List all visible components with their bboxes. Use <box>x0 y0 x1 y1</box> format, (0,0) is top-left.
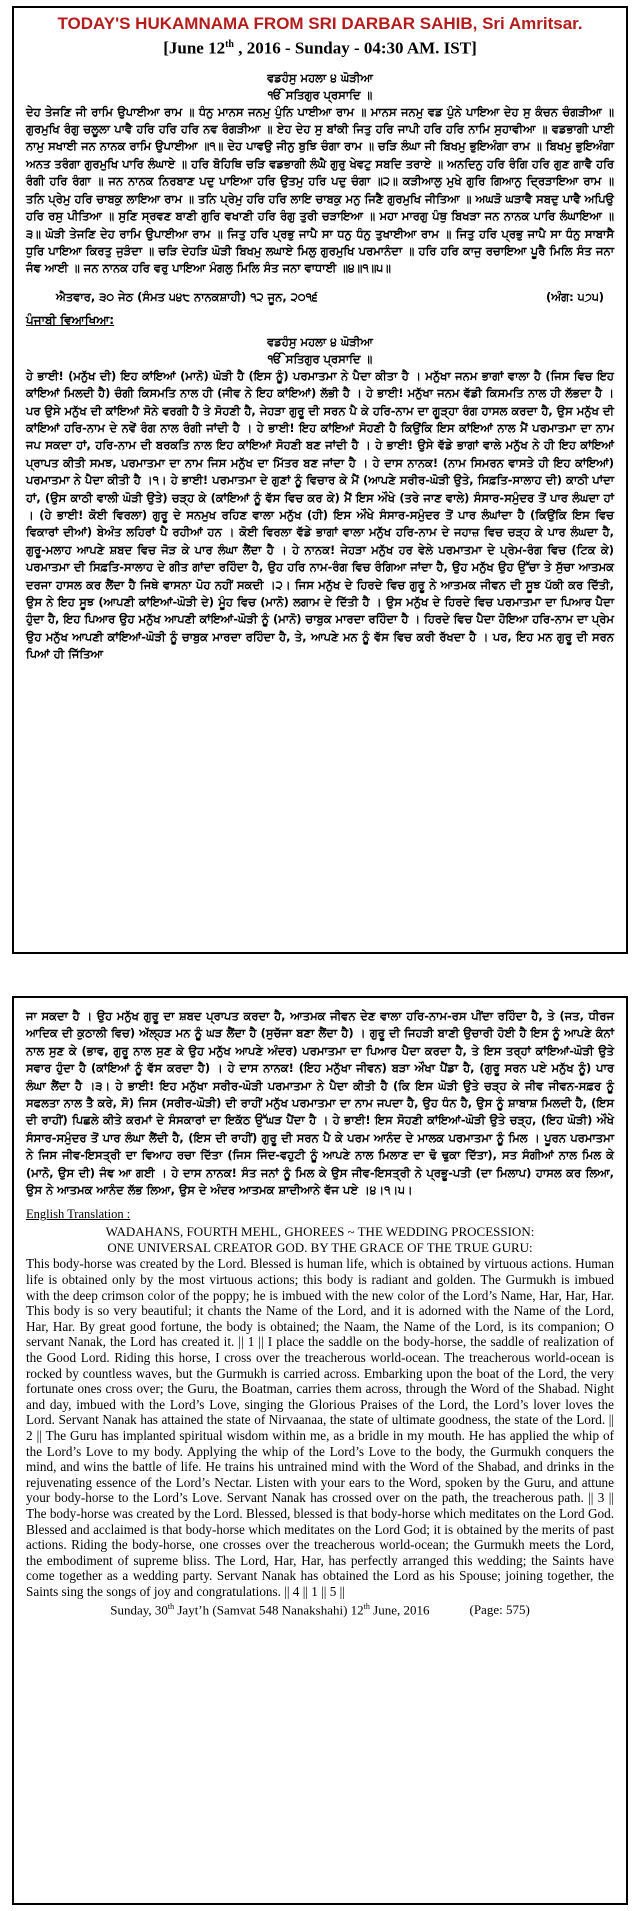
punjabi-text-part2: ਜਾ ਸਕਦਾ ਹੈ । ਉਹ ਮਨੁੱਖ ਗੁਰੂ ਦਾ ਸ਼ਬਦ ਪ੍ਰਾਪਤ ਕਰਦਾ ਹੈ, ਆਤਮਕ ਜੀਵਨ ਦੇਣ ਵਾਲਾ ਹਰਿ-ਨਾਮ-ਰਸ ਪੀਂਦਾ ਰਹਿੰਦਾ ਹੈ, ਤੇ (ਜਤ, ਧੀਰਜ ਆਦਿਕ ਦੀ ਕੁਠਾਲੀ ਵਿਚ) ਅੱਲ੍ਹੜ ਮਨ ਨੂੰ ਘੜ ਲੈਂਦਾ ਹੈ (ਸੁਚੱਜਾ ਬਣਾ ਲੈਂਦਾ ਹੈ) । ਗੁਰੂ ਦੀ ਜਿਹੜੀ ਬਾਣੀ ਉਚਾਰੀ ਹੋਈ ਹੈ ਇਸ ਨੂੰ ਆਪਣੇ ਕੰਨਾਂ ਨਾਲ ਸੁਣ ਕੇ (ਭਾਵ, ਗੁਰੂ ਨਾਲ ਸੁਣ ਕੇ ਉਹ ਮਨੁੱਖ ਆਪਣੇ ਅੰਦਰ) ਪਰਮਾਤਮਾ ਦਾ ਪਿਆਰ ਪੈਦਾ ਕਰਦਾ ਹੈ, ਤੇ ਇਸ ਤਰ੍ਹਾਂ ਕਾਂਇਆਂ-ਘੋੜੀ ਉਤੇ ਸਵਾਰ ਹੁੰਦਾ ਹੈ (ਕਾਂਇਆਂ ਨੂੰ ਵੱਸ ਕਰਦਾ ਹੈ) । ਹੇ ਦਾਸ ਨਾਨਕ! (ਇਹ ਮਨੁੱਖਾ ਜੀਵਨ) ਬੜਾ ਔਖਾ ਪੈਂਡਾ ਹੈ, (ਗੁਰੂ ਸਰਨ ਪਏ ਮਨੁੱਖ ਨੂੰ) ਪਾਰ ਲੰਘਾ ਲੈਂਦਾ ਹੈ ।੩। ਹੇ ਭਾਈ! ਇਹ ਮਨੁੱਖਾ ਸਰੀਰ-ਘੋੜੀ ਪਰਮਾਤਮਾ ਨੇ ਪੈਦਾ ਕੀਤੀ ਹੈ (ਕਿ ਇਸ ਘੋੜੀ ਉਤੇ ਚੜ੍ਹ ਕੇ ਜੀਵ ਜੀਵਨ-ਸਫ਼ਰ ਨੂੰ ਸਫਲਤਾ ਨਾਲ ਤੈ ਕਰੇ, ਸੋ) ਜਿਸ (ਸਰੀਰ-ਘੋੜੀ) ਦੀ ਰਾਹੀਂ ਮਨੁੱਖ ਪਰਮਾਤਮਾ ਦਾ ਨਾਮ ਜਪਦਾ ਹੈ, ਉਹ ਧੰਨ ਹੈ, ਉਸ ਨੂੰ ਸ਼ਾਬਾਸ਼ ਮਿਲਦੀ ਹੈ, (ਇਸ ਦੀ ਰਾਹੀਂ) ਪਿਛਲੇ ਕੀਤੇ ਕਰਮਾਂ ਦੇ ਸੰਸਕਾਰਾਂ ਦਾ ਇਕੱਠ ਉੱਘੜ ਪੈਂਦਾ ਹੈ । ਹੇ ਭਾਈ! ਇਸ ਸੋਹਣੀ ਕਾਂਇਆਂ-ਘੋੜੀ ਉਤੇ ਚੜ੍ਹ, (ਇਹ ਘੋੜੀ) ਔਖੇ ਸੰਸਾਰ-ਸਮੁੰਦਰ ਤੋਂ ਪਾਰ ਲੰਘਾ ਲੈਂਦੀ ਹੈ, (ਇਸ ਦੀ ਰਾਹੀਂ) ਗੁਰੂ ਦੀ ਸਰਨ ਪੈ ਕੇ ਪਰਮ ਆਨੰਦ ਦੇ ਮਾਲਕ ਪਰਮਾਤਮਾ ਨੂੰ ਮਿਲ । ਪੂਰਨ ਪਰਮਾਤਮਾ ਨੇ ਜਿਸ ਜੀਵ-ਇਸਤ੍ਰੀ ਦਾ ਵਿਆਹ ਰਚਾ ਦਿੱਤਾ (ਜਿਸ ਜਿੰਦ-ਵਹੁਟੀ ਨੂੰ ਆਪਣੇ ਨਾਲ ਮਿਲਾਣ ਦਾ ਢੋ ਢੁਕਾ ਦਿੱਤਾ), ਸਤ ਸੰਗੀਆਂ ਨਾਲ ਮਿਲ ਕੇ (ਮਾਨੋ, ਉਸ ਦੀ) ਜੰਞ ਆ ਗਈ । ਹੇ ਦਾਸ ਨਾਨਕ! ਸੰਤ ਜਨਾਂ ਨੂੰ ਮਿਲ ਕੇ ਉਸ ਜੀਵ-ਇਸਤ੍ਰੀ ਨੇ ਪ੍ਰਭੂ-ਪਤੀ (ਦਾ ਮਿਲਾਪ) ਹਾਸਲ ਕਰ ਲਿਆ, ਉਸ ਨੇ ਆਤਮਕ ਆਨੰਦ ਲੱਭ ਲਿਆ, ਉਸ ਦੇ ਅੰਦਰ ਆਤਮਕ ਸ਼ਾਦੀਆਨੇ ਵੱਜ ਪਏ ।੪।੧।੫। <box>26 1009 614 1198</box>
english-date-line <box>26 1602 614 1618</box>
gurbani-text: ਦੇਹ ਤੇਜਣਿ ਜੀ ਰਾਮਿ ਉਪਾਈਆ ਰਾਮ ॥ ਧੰਨੁ ਮਾਨਸ ਜਨਮੁ ਪੁੰਨਿ ਪਾਈਆ ਰਾਮ ॥ ਮਾਨਸ ਜਨਮੁ ਵਡ ਪੁੰਨੇ ਪਾਇਆ ਦੇਹ ਸੁ ਕੰਚਨ ਚੰਗੜੀਆ ॥ ਗੁਰਮੁਖਿ ਰੰਗੁ ਚਲੂਲਾ ਪਾਵੈ ਹਰਿ ਹਰਿ ਹਰਿ ਨਵ ਰੰਗੜੀਆ ॥ ਏਹ ਦੇਹ ਸੁ ਬਾਂਕੀ ਜਿਤੁ ਹਰਿ ਜਾਪੀ ਹਰਿ ਹਰਿ ਨਾਮਿ ਸੁਹਾਵੀਆ ॥ ਵਡਭਾਗੀ ਪਾਈ ਨਾਮੁ ਸਖਾਈ ਜਨ ਨਾਨਕ ਰਾਮਿ ਉਪਾਈਆ ॥੧॥ ਦੇਹ ਪਾਵਉ ਜੀਨੁ ਬੁਝਿ ਚੰਗਾ ਰਾਮ ॥ ਚੜਿ ਲੰਘਾ ਜੀ ਬਿਖਮੁ ਭੁਇਅੰਗਾ ਰਾਮ ॥ ਬਿਖਮੁ ਭੁਇਅੰਗਾ ਅਨਤ ਤਰੰਗਾ ਗੁਰਮੁਖਿ ਪਾਰਿ ਲੰਘਾਏ ॥ ਹਰਿ ਬੋਹਿਥਿ ਚੜਿ ਵਡਭਾਗੀ ਲੰਘੈ ਗੁਰੁ ਖੇਵਟੁ ਸਬਦਿ ਤਰਾਏ ॥ ਅਨਦਿਨੁ ਹਰਿ ਰੰਗਿ ਹਰਿ ਗੁਣ ਗਾਵੈ ਹਰਿ ਰੰਗੀ ਹਰਿ ਰੰਗਾ ॥ ਜਨ ਨਾਨਕ ਨਿਰਬਾਣ ਪਦੁ ਪਾਇਆ ਹਰਿ ਉਤਮੁ ਹਰਿ ਪਦੁ ਚੰਗਾ ॥੨॥ ਕੜੀਆਲੁ ਮੁਖੇ ਗੁਰਿ ਗਿਆਨੁ ਦ੍ਰਿੜਾਇਆ ਰਾਮ ॥ ਤਨਿ ਪ੍ਰੇਮੁ ਹਰਿ ਚਾਬਕੁ ਲਾਇਆ ਰਾਮ ॥ ਤਨਿ ਪ੍ਰੇਮੁ ਹਰਿ ਹਰਿ ਲਾਇ ਚਾਬਕੁ ਮਨੁ ਜਿਣੈ ਗੁਰਮੁਖਿ ਜੀਤਿਆ ॥ ਅਘੜੋ ਘੜਾਵੈ ਸਬਦੁ ਪਾਵੈ ਅਪਿਉ ਹਰਿ ਰਸੁ ਪੀਤਿਆ ॥ ਸੁਣਿ ਸ੍ਰਵਣ ਬਾਣੀ ਗੁਰਿ ਵਖਾਣੀ ਹਰਿ ਰੰਗੁ ਤੁਰੀ ਚੜਾਇਆ ॥ ਮਹਾ ਮਾਰਗੁ ਪੰਥੁ ਬਿਖੜਾ ਜਨ ਨਾਨਕ ਪਾਰਿ ਲੰਘਾਇਆ ॥੩॥ ਘੋੜੀ ਤੇਜਣਿ ਦੇਹ ਰਾਮਿ ਉਪਾਈਆ ਰਾਮ ॥ ਜਿਤੁ ਹਰਿ ਪ੍ਰਭੁ ਜਾਪੈ ਸਾ ਧਨੁ ਧੰਨੁ ਤੁਖਾਈਆ ਰਾਮ ॥ ਜਿਤੁ ਹਰਿ ਪ੍ਰਭੁ ਜਾਪੈ ਸਾ ਧੰਨੁ ਸਾਬਾਸੈ ਧੁਰਿ ਪਾਇਆ ਕਿਰਤੁ ਜੁੜੰਦਾ ॥ ਚੜਿ ਦੇਹੜਿ ਘੋੜੀ ਬਿਖਮੁ ਲਘਾਏ ਮਿਲੁ ਗੁਰਮੁਖਿ ਪਰਮਾਨੰਦਾ ॥ ਹਰਿ ਹਰਿ ਕਾਜੁ ਰਚਾਇਆ ਪੂਰੈ ਮਿਲਿ ਸੰਤ ਜਨਾ ਜੰਞ ਆਈ ॥ ਜਨ ਨਾਨਕ ਹਰਿ ਵਰੁ ਪਾਇਆ ਮੰਗਲੁ ਮਿਲਿ ਸੰਤ ਜਨਾ ਵਾਧਾਈ ॥੪॥੧॥੫॥ <box>26 104 614 276</box>
english-date-c: June, 2016 <box>369 1601 430 1617</box>
mool-mantar: ੴ ਸਤਿਗੁਰ ਪ੍ਰਸਾਦਿ ॥ <box>267 87 373 102</box>
english-date-a-sup: th <box>167 1601 175 1611</box>
english-mool-mantar: ONE UNIVERSAL CREATOR GOD. BY THE GRACE OF THE TRUE GURU: <box>107 1240 533 1256</box>
english-translation-header: English Translation : <box>26 1207 131 1222</box>
date-heading-sup: th <box>225 39 234 50</box>
gurmukhi-date: ਐਤਵਾਰ, ੩੦ ਜੇਠ (ਸੰਮਤ ੫੪੮ ਨਾਨਕਸ਼ਾਹੀ) ੧੨ ਜੂਨ, ੨੦੧੬ <box>56 289 318 304</box>
punjabi-mool-mantar: ੴ ਸਤਿਗੁਰ ਪ੍ਰਸਾਦਿ ॥ <box>267 351 373 366</box>
hukamnama-page-2 <box>12 996 628 1905</box>
gurmukhi-date-line <box>56 290 604 305</box>
ang-number: (ਅੰਗ: ੫੭੫) <box>546 289 604 304</box>
english-page-number: (Page: 575) <box>469 1601 530 1617</box>
punjabi-text-part1: ਹੇ ਭਾਈ! (ਮਨੁੱਖ ਦੀ) ਇਹ ਕਾਂਇਆਂ (ਮਾਨੋ) ਘੋੜੀ ਹੈ (ਇਸ ਨੂੰ) ਪਰਮਾਤਮਾ ਨੇ ਪੈਦਾ ਕੀਤਾ ਹੈ । ਮਨੁੱਖਾ ਜਨਮ ਭਾਗਾਂ ਵਾਲਾ ਹੈ (ਜਿਸ ਵਿਚ ਇਹ ਕਾਂਇਆਂ ਮਿਲਦੀ ਹੈ) ਚੰਗੀ ਕਿਸਮਤਿ ਨਾਲ ਹੀ (ਜੀਵ ਨੇ ਇਹ ਕਾਂਇਆਂ) ਲੱਭੀ ਹੈ । ਹੇ ਭਾਈ! ਮਨੁੱਖਾ ਜਨਮ ਵੱਡੀ ਕਿਸਮਤਿ ਨਾਲ ਹੀ ਲੱਭਦਾ ਹੈ । ਪਰ ਉਸੇ ਮਨੁੱਖ ਦੀ ਕਾਂਇਆਂ ਸੋਨੇ ਵਰਗੀ ਹੈ ਤੇ ਸੋਹਣੀ ਹੈ, ਜੇਹੜਾ ਗੁਰੂ ਦੀ ਸਰਨ ਪੈ ਕੇ ਹਰਿ-ਨਾਮ ਦਾ ਗੂੜ੍ਹਾ ਰੰਗ ਹਾਸਲ ਕਰਦਾ ਹੈ, ਉਸ ਮਨੁੱਖ ਦੀ ਕਾਂਇਆਂ ਹਰਿ-ਨਾਮ ਦੇ ਨਵੇਂ ਰੰਗ ਨਾਲ ਰੰਗੀ ਜਾਂਦੀ ਹੈ । ਹੇ ਭਾਈ! ਇਹ ਕਾਂਇਆਂ ਸੋਹਣੀ ਹੈ ਕਿਉਂਕਿ ਇਸ ਕਾਂਇਆਂ ਨਾਲ ਮੈਂ ਪਰਮਾਤਮਾ ਦਾ ਨਾਮ ਜਪ ਸਕਦਾ ਹਾਂ, ਹਰਿ-ਨਾਮ ਦੀ ਬਰਕਤਿ ਨਾਲ ਇਹ ਕਾਂਇਆਂ ਸੋਹਣੀ ਬਣ ਜਾਂਦੀ ਹੈ । ਹੇ ਭਾਈ! ਉਸੇ ਵੱਡੇ ਭਾਗਾਂ ਵਾਲੇ ਮਨੁੱਖ ਨੇ ਹੀ ਇਹ ਕਾਂਇਆਂ ਪ੍ਰਾਪਤ ਕੀਤੀ ਸਮਝ, ਪਰਮਾਤਮਾ ਦਾ ਨਾਮ ਜਿਸ ਮਨੁੱਖ ਦਾ ਮਿੱਤਰ ਬਣ ਜਾਂਦਾ ਹੈ । ਹੇ ਦਾਸ ਨਾਨਕ! (ਨਾਮ ਸਿਮਰਨ ਵਾਸਤੇ ਹੀ ਇਹ ਕਾਂਇਆਂ) ਪਰਮਾਤਮਾ ਨੇ ਪੈਦਾ ਕੀਤੀ ਹੈ ।੧। ਹੇ ਭਾਈ! ਪਰਮਾਤਮਾ ਦੇ ਗੁਣਾਂ ਨੂੰ ਵਿਚਾਰ ਕੇ ਮੈਂ (ਆਪਣੇ ਸਰੀਰ-ਘੋੜੀ ਉਤੇ, ਸਿਫ਼ਤਿ-ਸਾਲਾਹ ਦੀ) ਕਾਠੀ ਪਾਂਦਾ ਹਾਂ, (ਉਸ ਕਾਠੀ ਵਾਲੀ ਘੋੜੀ ਉਤੇ) ਚੜ੍ਹ ਕੇ (ਕਾਂਇਆਂ ਨੂੰ ਵੱਸ ਵਿਚ ਕਰ ਕੇ) ਮੈਂ ਇਸ ਔਖੇ (ਤਰੇ ਜਾਣ ਵਾਲੇ) ਸੰਸਾਰ-ਸਮੁੰਦਰ ਤੋਂ ਪਾਰ ਲੰਘਦਾ ਹਾਂ । (ਹੇ ਭਾਈ! ਕੋਈ ਵਿਰਲਾ) ਗੁਰੂ ਦੇ ਸਨਮੁਖ ਰਹਿਣ ਵਾਲਾ ਮਨੁੱਖ (ਹੀ) ਇਸ ਔਖੇ ਸੰਸਾਰ-ਸਮੁੰਦਰ ਤੋਂ ਪਾਰ ਲੰਘਾਂਦਾ ਹੈ (ਕਿਉਂਕਿ ਇਸ ਵਿਚ ਵਿਕਾਰਾਂ ਦੀਆਂ) ਬੇਅੰਤ ਲਹਿਰਾਂ ਪੈ ਰਹੀਆਂ ਹਨ । ਕੋਈ ਵਿਰਲਾ ਵੱਡੇ ਭਾਗਾਂ ਵਾਲਾ ਮਨੁੱਖ ਹਰਿ-ਨਾਮ ਦੇ ਜਹਾਜ਼ ਵਿਚ ਚੜ੍ਹ ਕੇ ਪਾਰ ਲੰਘਦਾ ਹੈ, ਗੁਰੂ-ਮਲਾਹ ਆਪਣੇ ਸ਼ਬਦ ਵਿਚ ਜੋੜ ਕੇ ਪਾਰ ਲੰਘਾ ਲੈਂਦਾ ਹੈ । ਹੇ ਨਾਨਕ! ਜੇਹੜਾ ਮਨੁੱਖ ਹਰ ਵੇਲੇ ਪਰਮਾਤਮਾ ਦੇ ਪ੍ਰੇਮ-ਰੰਗ ਵਿਚ (ਟਿਕ ਕੇ) ਪਰਮਾਤਮਾ ਦੀ ਸਿਫ਼ਤਿ-ਸਾਲਾਹ ਦੇ ਗੀਤ ਗਾਂਦਾ ਰਹਿੰਦਾ ਹੈ, ਉਹ ਹਰਿ ਨਾਮ-ਰੰਗ ਵਿਚ ਰੰਗਿਆ ਜਾਂਦਾ ਹੈ, ਉਹ ਮਨੁੱਖ ਉਹ ਉੱਚਾ ਤੇ ਸੁੱਚਾ ਆਤਮਕ ਦਰਜਾ ਹਾਸਲ ਕਰ ਲੈਂਦਾ ਹੈ ਜਿਥੇ ਵਾਸਨਾ ਪੋਹ ਨਹੀਂ ਸਕਦੀ ।੨। ਜਿਸ ਮਨੁੱਖ ਦੇ ਹਿਰਦੇ ਵਿਚ ਗੁਰੂ ਨੇ ਆਤਮਕ ਜੀਵਨ ਦੀ ਸੂਝ ਪੱਕੀ ਕਰ ਦਿੱਤੀ, ਉਸ ਨੇ ਇਹ ਸੂਝ (ਆਪਣੀ ਕਾਂਇਆਂ-ਘੋੜੀ ਦੇ) ਮੂੰਹ ਵਿਚ (ਮਾਨੋ) ਲਗਾਮ ਦੇ ਦਿੱਤੀ ਹੈ । ਉਸ ਮਨੁੱਖ ਦੇ ਹਿਰਦੇ ਵਿਚ ਪਰਮਾਤਮਾ ਦਾ ਪਿਆਰ ਪੈਦਾ ਹੁੰਦਾ ਹੈ, ਇਹ ਪਿਆਰ ਉਹ ਮਨੁੱਖ ਆਪਣੀ ਕਾਂਇਆਂ-ਘੋੜੀ ਨੂੰ (ਮਾਨੋ) ਚਾਬੁਕ ਮਾਰਦਾ ਰਹਿੰਦਾ ਹੈ । ਹਿਰਦੇ ਵਿਚ ਪੈਦਾ ਹੋਇਆ ਹਰਿ-ਨਾਮ ਦਾ ਪ੍ਰੇਮ ਉਹ ਮਨੁੱਖ ਆਪਣੀ ਕਾਂਇਆਂ-ਘੋੜੀ ਨੂੰ ਚਾਬੁਕ ਮਾਰਦਾ ਰਹਿੰਦਾ ਹੈ, ਤੇ, ਆਪਣੇ ਮਨ ਨੂੰ ਵੱਸ ਵਿਚ ਕਰੀ ਰੱਖਦਾ ਹੈ । ਪਰ, ਇਹ ਮਨ ਗੁਰੂ ਦੀ ਸਰਨ ਪਿਆਂ ਹੀ ਜਿੱਤਿਆ <box>26 368 614 662</box>
english-date-b: Jayt’h (Samvat 548 Nanakshahi) 12 <box>174 1601 364 1617</box>
page-title: TODAY'S HUKAMNAMA FROM SRI DARBAR SAHIB, Sri Amritsar. <box>57 14 583 33</box>
shabad-heading: ਵਡਹੰਸੁ ਮਹਲਾ ੪ ਘੋੜੀਆ <box>267 70 373 85</box>
hukamnama-page-1 <box>12 6 628 954</box>
english-date-b-sup: th <box>363 1601 370 1611</box>
english-date <box>110 1602 429 1618</box>
english-heading: WADAHANS, FOURTH MEHL, GHOREES ~ THE WEDDING PROCESSION: <box>105 1224 535 1240</box>
english-text: This body-horse was created by the Lord. Blessed is human life, which is obtained by virtuous actions. Human life is obtained only by the most virtuous actions; this body is radiant and golden. The Gurmukh is imbued with the deep crimson color of the poppy; he is imbued with the new color of the Lord’s Name, Har, Har, Har. This body is so very beautiful; it chants the Name of the Lord, and it is adorned with the Name of the Lord, Har, Har. By great good fortune, the body is obtained; the Naam, the Name of the Lord, is its companion; O servant Nanak, the Lord has created it. || 1 || I place the saddle on the body-horse, the saddle of realization of the Good Lord. Riding this horse, I cross over the treacherous world-ocean. The treacherous world-ocean is rocked by countless waves, but the Gurmukh is carried across. Embarking upon the boat of the Lord, the very fortunate ones cross over; the Guru, the Boatman, carries them across, through the Word of the Shabad. Night and day, imbued with the Lord’s Love, singing the Glorious Praises of the Lord, the Lord’s lover loves the Lord. Servant Nanak has attained the state of Nirvaanaa, the state of ultimate goodness, the state of the Lord. || 2 || The Guru has implanted spiritual wisdom within me, as a bridle in my mouth. He has applied the whip of the Lord’s Love to my body. Applying the whip of the Lord’s Love to the body, the Gurmukh conquers the mind, and wins the battle of life. He trains his untrained mind with the Word of the Shabad, and drinks in the rejuvenating essence of the Lord’s Nectar. Listen with your ears to the Word, spoken by the Guru, and attune your body-horse to the Lord’s Love. Servant Nanak has crossed over on the path, the treacherous path. || 3 || The body-horse was created by the Lord. Blessed, blessed is that body-horse which meditates on the Lord God. Blessed and acclaimed is that body-horse which meditates on the Lord God; it is obtained by the merits of past actions. Riding the body-horse, one crosses over the treacherous world-ocean; the Gurmukh meets the Lord, the embodiment of supreme bliss. The Lord, Har, Har, has perfectly arranged this wedding; the Saints have come together as a wedding party. Servant Nanak has obtained the Lord as his Spouse; joining together, the Saints sing the songs of joy and congratulations. || 4 || 1 || 5 || <box>26 1256 614 1599</box>
date-heading-main: [June 12 <box>163 38 226 58</box>
date-heading-rest: , 2016 - Sunday - 04:30 AM. IST] <box>234 38 477 58</box>
punjabi-heading: ਵਡਹੰਸੁ ਮਹਲਾ ੪ ਘੋੜੀਆ <box>267 334 373 349</box>
date-heading <box>26 34 614 60</box>
english-date-a: Sunday, 30 <box>110 1601 168 1617</box>
punjabi-vyakhya-header: ਪੰਜਾਬੀ ਵਿਆਖਿਆ: <box>26 312 115 327</box>
